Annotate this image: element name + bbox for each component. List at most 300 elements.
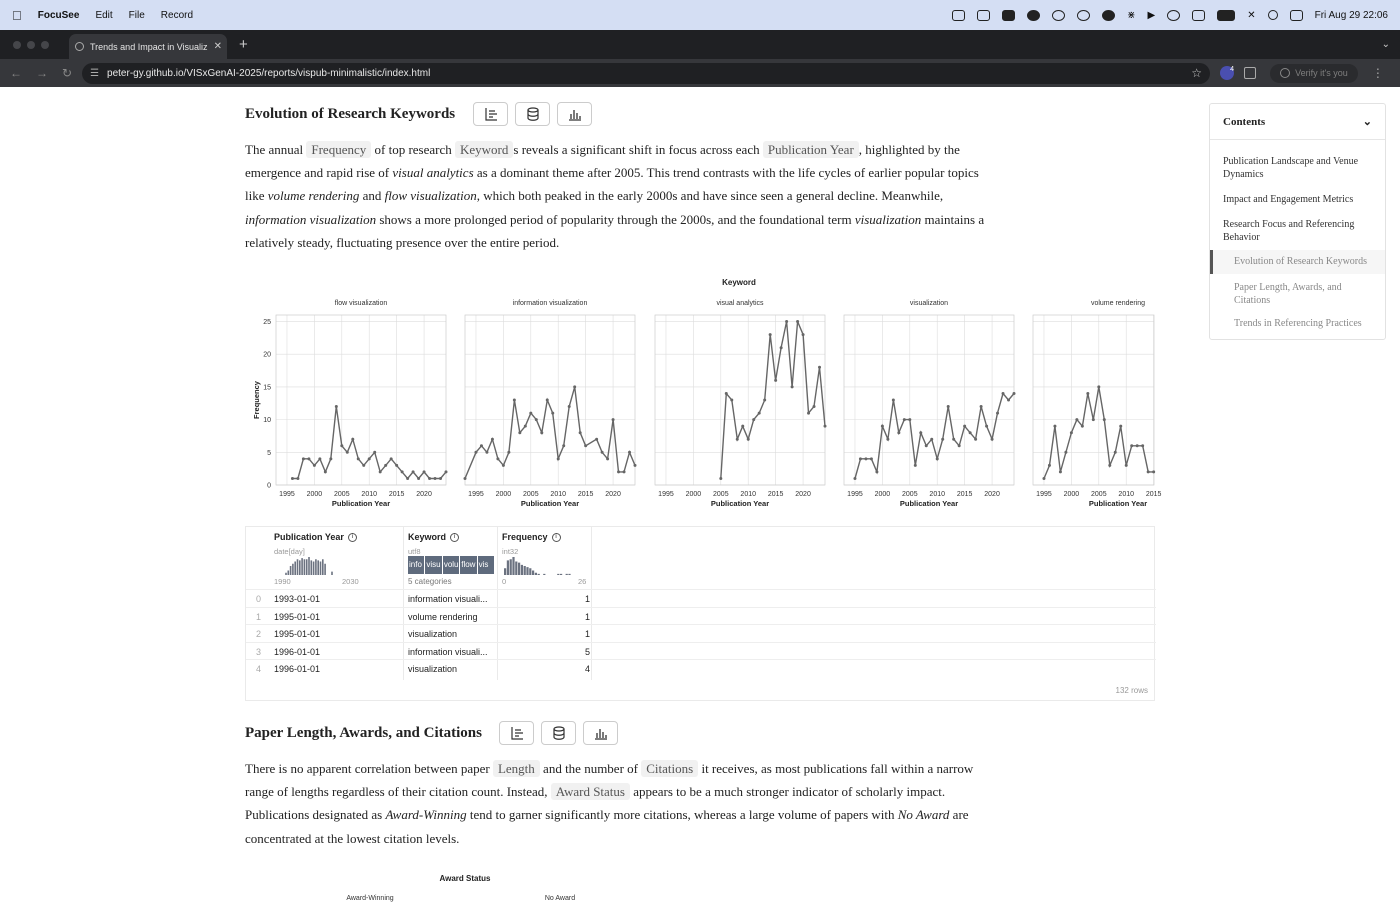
histogram-bar[interactable] bbox=[311, 560, 313, 575]
row-index: 2 bbox=[256, 629, 262, 639]
series-line bbox=[465, 387, 635, 479]
data-point bbox=[524, 425, 527, 428]
facet-award-winning: Award-Winning bbox=[346, 895, 394, 902]
data-point bbox=[1064, 451, 1067, 454]
category-chip[interactable]: vis bbox=[478, 556, 494, 574]
tab-title: Trends and Impact in Visualiz bbox=[90, 41, 208, 52]
histogram-bar[interactable] bbox=[518, 563, 520, 575]
histogram-bar[interactable] bbox=[507, 560, 509, 575]
histogram-bar[interactable] bbox=[299, 560, 301, 575]
data-point bbox=[774, 379, 777, 382]
data-point bbox=[318, 457, 321, 460]
field-chip: Keyword bbox=[455, 141, 513, 158]
data-point bbox=[362, 464, 365, 467]
histogram-bar[interactable] bbox=[288, 571, 290, 576]
x-axis-label: Publication Year bbox=[520, 499, 580, 508]
data-point bbox=[807, 412, 810, 415]
data-point bbox=[1136, 444, 1139, 447]
page-content bbox=[0, 87, 1400, 905]
x-tick-label: 2010 bbox=[929, 491, 946, 498]
data-point bbox=[634, 464, 637, 467]
table-row[interactable] bbox=[246, 589, 1156, 607]
view-chart-spec-button[interactable] bbox=[499, 721, 534, 745]
histogram-bar[interactable] bbox=[532, 571, 534, 576]
x-tick-label: 2000 bbox=[495, 491, 512, 498]
extension-badge-count: 4 bbox=[1230, 66, 1235, 73]
data-point bbox=[1097, 385, 1100, 388]
data-point bbox=[1081, 425, 1084, 428]
data-point bbox=[875, 470, 878, 473]
x-tick-label: 2005 bbox=[902, 491, 918, 498]
data-point bbox=[390, 457, 393, 460]
browser-tab-active[interactable] bbox=[69, 34, 227, 59]
histogram-bar[interactable] bbox=[306, 559, 308, 575]
data-point bbox=[1152, 470, 1155, 473]
histogram-bar[interactable] bbox=[320, 562, 322, 576]
x-tick-label: 2020 bbox=[605, 491, 621, 498]
category-chip[interactable]: visu bbox=[425, 556, 441, 574]
table-row[interactable] bbox=[246, 624, 1156, 642]
cell-frequency: 5 bbox=[584, 646, 590, 657]
data-point bbox=[507, 451, 510, 454]
cell-frequency: 1 bbox=[584, 594, 590, 604]
facet-frame bbox=[465, 315, 635, 485]
toc-item-paper-length[interactable]: Paper Length, Awards, and Citations bbox=[1234, 282, 1342, 306]
x-tick-label: 2020 bbox=[416, 491, 432, 498]
browser-tabbar bbox=[0, 30, 1400, 59]
data-point bbox=[346, 451, 349, 454]
toc-item-referencing[interactable]: Trends in Referencing Practices bbox=[1234, 318, 1362, 329]
data-point bbox=[513, 399, 516, 402]
address-bar[interactable] bbox=[82, 63, 1210, 84]
facet-title: flow visualization bbox=[334, 300, 388, 307]
x-tick-label: 2015 bbox=[767, 491, 784, 498]
y-tick-label: 15 bbox=[263, 384, 271, 392]
data-point bbox=[791, 385, 794, 388]
y-tick-label: 10 bbox=[263, 417, 271, 425]
paragraph-text: s reveals a significant shift in focus across each bbox=[513, 142, 763, 157]
list-tree-icon bbox=[484, 107, 498, 121]
data-point bbox=[617, 470, 620, 473]
col-header-frequency[interactable]: Frequency bbox=[502, 532, 548, 542]
histogram-bar[interactable] bbox=[566, 574, 568, 575]
histogram-bar[interactable] bbox=[331, 572, 333, 575]
data-point bbox=[958, 444, 961, 447]
data-point bbox=[480, 444, 483, 447]
data-point bbox=[1070, 431, 1073, 434]
data-point bbox=[936, 457, 939, 460]
control-center-icon[interactable] bbox=[1290, 10, 1303, 21]
data-point bbox=[991, 438, 994, 441]
data-point bbox=[496, 457, 499, 460]
data-point bbox=[1086, 392, 1089, 395]
frequency-histogram bbox=[504, 555, 584, 575]
data-point bbox=[595, 438, 598, 441]
data-point bbox=[474, 451, 477, 454]
histogram-bar[interactable] bbox=[510, 559, 512, 575]
x-tick-label: 2015 bbox=[1145, 491, 1162, 498]
col-header-keyword[interactable]: Keyword bbox=[408, 532, 447, 542]
data-point bbox=[485, 451, 488, 454]
view-chart-button[interactable] bbox=[557, 102, 592, 126]
category-chip[interactable]: info bbox=[408, 556, 424, 574]
bluetooth-icon[interactable]: ⋇ bbox=[1127, 9, 1136, 21]
data-point bbox=[974, 438, 977, 441]
emphasis-text: visualization bbox=[854, 211, 922, 227]
histogram-bar[interactable] bbox=[301, 558, 303, 575]
x-tick-label: 1995 bbox=[468, 491, 484, 498]
histogram-bar[interactable] bbox=[317, 560, 319, 575]
paragraph-text: as a dominant theme after 2005. This trend contrasts with the life cycles of earlier popular topics like bbox=[245, 165, 979, 204]
close-tab-icon[interactable]: ✕ bbox=[213, 41, 222, 52]
status-app-icon[interactable] bbox=[952, 10, 965, 21]
status-cloud-icon[interactable] bbox=[1027, 10, 1040, 21]
histogram-bar[interactable] bbox=[324, 564, 326, 575]
field-chip: Award Status bbox=[551, 783, 630, 800]
x-tick-label: 2015 bbox=[956, 491, 973, 498]
x-tick-label: 2005 bbox=[334, 491, 350, 498]
data-point bbox=[919, 431, 922, 434]
row-index: 0 bbox=[256, 594, 262, 604]
view-chart-spec-button[interactable] bbox=[473, 102, 508, 126]
data-point bbox=[1013, 392, 1016, 395]
maximize-window-button[interactable] bbox=[41, 41, 49, 49]
data-point bbox=[1125, 464, 1128, 467]
emphasis-text: flow visualization bbox=[384, 188, 477, 204]
paragraph-text: appears to be a much stronger indicator of scholarly impact. Publications designated as bbox=[245, 784, 946, 823]
histogram-bar[interactable] bbox=[557, 574, 559, 575]
col-type-year: date[day] bbox=[274, 547, 305, 556]
x-tick-label: 2000 bbox=[874, 491, 891, 498]
bar-chart-icon bbox=[594, 726, 608, 740]
data-point bbox=[1059, 470, 1062, 473]
cell-year: 1993-01-01 bbox=[274, 594, 321, 604]
x-tick-label: 1995 bbox=[279, 491, 295, 498]
y-tick-label: 5 bbox=[267, 449, 271, 457]
extensions-puzzle-icon[interactable] bbox=[1244, 67, 1256, 79]
facet-title: volume rendering bbox=[1090, 300, 1146, 307]
section-title-keywords: Evolution of Research Keywords bbox=[245, 106, 456, 122]
keyword-categories-summary: 5 categories bbox=[408, 577, 452, 586]
data-point bbox=[601, 451, 604, 454]
x-tick-label: 2005 bbox=[713, 491, 729, 498]
row-index: 3 bbox=[256, 646, 262, 657]
window-controls bbox=[0, 41, 49, 49]
cell-year: 1995-01-01 bbox=[274, 629, 321, 639]
screen-icon[interactable] bbox=[1192, 10, 1205, 21]
histogram-bar[interactable] bbox=[512, 557, 514, 575]
freq-range-max: 26 bbox=[578, 577, 587, 586]
paragraph-text: maintains a relatively steady, fluctuating presence over the entire period. bbox=[245, 211, 985, 250]
menubar-clock[interactable]: Fri Aug 29 22:06 bbox=[1314, 9, 1388, 21]
facet-panel bbox=[844, 300, 1016, 508]
data-point bbox=[963, 425, 966, 428]
y-tick-label: 25 bbox=[263, 319, 271, 327]
chevron-down-icon[interactable]: ⌄ bbox=[1362, 116, 1372, 128]
paragraph-text: of top research bbox=[371, 142, 455, 157]
view-data-button[interactable] bbox=[515, 102, 550, 126]
histogram-bar[interactable] bbox=[290, 566, 292, 575]
status-paw-icon[interactable] bbox=[1102, 10, 1115, 21]
tab-list-chevron-icon[interactable]: ⌄ bbox=[1381, 39, 1390, 50]
emphasis-text: visual analytics bbox=[392, 165, 474, 181]
database-icon bbox=[526, 107, 540, 121]
y-tick-label: 0 bbox=[267, 482, 271, 490]
macos-menubar bbox=[0, 0, 1400, 30]
facet-title: visualization bbox=[909, 300, 949, 307]
histogram-bar[interactable] bbox=[535, 573, 537, 575]
data-table bbox=[245, 526, 1155, 701]
profile-icon bbox=[1280, 68, 1290, 78]
x-tick-label: 2000 bbox=[685, 491, 702, 498]
paragraph-text: , which both peaked in the early 2000s and have since seen a general decline. Meanwhile, bbox=[476, 188, 944, 204]
extension-badge-icon[interactable] bbox=[1220, 66, 1234, 80]
data-point bbox=[908, 418, 911, 421]
apple-icon[interactable] bbox=[12, 8, 22, 23]
data-point bbox=[969, 431, 972, 434]
profile-verify-button[interactable] bbox=[1270, 64, 1358, 83]
data-point bbox=[357, 457, 360, 460]
status-window-icon[interactable] bbox=[1002, 10, 1015, 21]
close-window-button[interactable] bbox=[13, 41, 21, 49]
keyword-frequency-chart bbox=[0, 273, 1162, 513]
info-icon[interactable]: i bbox=[450, 533, 459, 542]
data-point bbox=[1147, 470, 1150, 473]
histogram-bar[interactable] bbox=[538, 574, 540, 575]
data-point bbox=[886, 438, 889, 441]
data-point bbox=[395, 464, 398, 467]
cell-year: 1996-01-01 bbox=[274, 646, 321, 657]
data-point bbox=[368, 457, 371, 460]
data-point bbox=[628, 451, 631, 454]
data-point bbox=[529, 412, 532, 415]
category-chip[interactable]: volu bbox=[443, 556, 459, 574]
cell-keyword: information visuali... bbox=[408, 594, 488, 604]
histogram-bar[interactable] bbox=[543, 574, 545, 575]
status-diamond-icon[interactable] bbox=[1077, 10, 1090, 21]
histogram-bar[interactable] bbox=[294, 562, 296, 576]
col-type-frequency: int32 bbox=[502, 547, 519, 556]
x-tick-label: 1995 bbox=[847, 491, 863, 498]
toc-header[interactable] bbox=[1210, 104, 1385, 140]
data-point bbox=[859, 457, 862, 460]
data-point bbox=[557, 457, 560, 460]
facet-title: information visualization bbox=[512, 300, 588, 307]
data-point bbox=[573, 385, 576, 388]
new-tab-button[interactable]: + bbox=[239, 36, 248, 53]
data-point bbox=[540, 431, 543, 434]
emphasis-text: volume rendering bbox=[267, 188, 360, 204]
info-icon[interactable]: i bbox=[552, 533, 561, 542]
data-point bbox=[551, 412, 554, 415]
field-chip: Citations bbox=[641, 760, 698, 777]
x-tick-label: 2020 bbox=[795, 491, 811, 498]
category-chip[interactable]: flow bbox=[460, 556, 476, 574]
info-icon[interactable]: i bbox=[348, 533, 357, 542]
globe-icon bbox=[75, 42, 84, 51]
menu-edit[interactable]: Edit bbox=[85, 9, 103, 21]
col-header-year[interactable]: Publication Year bbox=[274, 532, 344, 542]
data-point bbox=[417, 477, 420, 480]
paragraph-text: tend to garner significantly more citations, whereas a large volume of papers with bbox=[466, 807, 898, 823]
paragraph-text: it receives, as most publications fall within a narrow range of lengths regardless of their citation count. Instead, bbox=[245, 761, 974, 800]
data-point bbox=[439, 477, 442, 480]
data-point bbox=[941, 438, 944, 441]
data-point bbox=[518, 431, 521, 434]
data-point bbox=[1075, 418, 1078, 421]
database-icon bbox=[552, 726, 566, 740]
paragraph-text: The annual bbox=[245, 142, 307, 157]
x-tick-label: 1995 bbox=[1036, 491, 1052, 498]
x-axis-label: Publication Year bbox=[899, 499, 959, 508]
facet-no-award: No Award bbox=[544, 895, 576, 902]
histogram-bar[interactable] bbox=[504, 568, 506, 575]
histogram-bar[interactable] bbox=[560, 574, 562, 575]
cell-keyword: visualization bbox=[408, 629, 458, 639]
emphasis-text: Award-Winning bbox=[385, 807, 467, 823]
wifi-off-icon[interactable]: ✕ bbox=[1247, 9, 1256, 21]
back-icon[interactable]: ← bbox=[10, 66, 22, 80]
paragraph-text: There is no apparent correlation between paper bbox=[245, 761, 493, 776]
data-point bbox=[502, 464, 505, 467]
data-point bbox=[824, 425, 827, 428]
x-tick-label: 2010 bbox=[361, 491, 378, 498]
cell-frequency: 4 bbox=[584, 664, 590, 674]
histogram-bar[interactable] bbox=[568, 574, 570, 575]
facet-panel bbox=[263, 300, 447, 508]
data-point bbox=[351, 438, 354, 441]
browser-menu-icon[interactable]: ⋮ bbox=[1371, 66, 1384, 80]
data-point bbox=[752, 418, 755, 421]
row-index: 1 bbox=[256, 611, 262, 622]
histogram-bar[interactable] bbox=[304, 559, 306, 575]
menu-file[interactable]: File bbox=[118, 9, 136, 21]
reload-icon[interactable]: ↻ bbox=[62, 66, 73, 80]
award-chart-title: Award Status bbox=[439, 874, 491, 883]
histogram-bar[interactable] bbox=[292, 564, 294, 575]
col-type-keyword: utf8 bbox=[408, 547, 421, 556]
data-point bbox=[763, 399, 766, 402]
minimize-window-button[interactable] bbox=[27, 41, 35, 49]
x-tick-label: 2000 bbox=[306, 491, 323, 498]
histogram-bar[interactable] bbox=[515, 562, 517, 576]
forward-icon[interactable]: → bbox=[36, 66, 48, 80]
data-point bbox=[324, 470, 327, 473]
histogram-bar[interactable] bbox=[526, 567, 528, 575]
spotlight-search-icon[interactable] bbox=[1268, 10, 1278, 20]
table-row[interactable] bbox=[246, 607, 1156, 625]
histogram-bar[interactable] bbox=[285, 573, 287, 575]
histogram-bar[interactable] bbox=[322, 559, 324, 575]
year-range-min: 1990 bbox=[274, 577, 291, 586]
site-settings-icon[interactable]: ☰ bbox=[90, 67, 100, 79]
toc-item-research-focus[interactable]: Research Focus and Referencing Behavior bbox=[1223, 219, 1355, 243]
toc-item-impact[interactable]: Impact and Engagement Metrics bbox=[1223, 194, 1354, 205]
data-point bbox=[1130, 444, 1133, 447]
data-point bbox=[1092, 418, 1095, 421]
histogram-bar[interactable] bbox=[524, 566, 526, 575]
x-axis-label: Publication Year bbox=[331, 499, 391, 508]
paragraph-text: and the number of bbox=[539, 761, 642, 776]
toc-item-publication-landscape[interactable]: Publication Landscape and Venue Dynamics bbox=[1223, 156, 1359, 180]
data-point bbox=[719, 477, 722, 480]
data-point bbox=[947, 405, 950, 408]
facet-frame bbox=[276, 315, 446, 485]
data-point bbox=[864, 457, 867, 460]
data-point bbox=[423, 470, 426, 473]
menu-app-name[interactable]: FocuSee bbox=[28, 9, 70, 21]
toc-item-evolution-keywords[interactable]: Evolution of Research Keywords bbox=[1210, 250, 1385, 274]
table-row[interactable] bbox=[246, 659, 1156, 677]
histogram-bar[interactable] bbox=[308, 557, 310, 575]
data-point bbox=[373, 451, 376, 454]
year-range-max: 2030 bbox=[342, 577, 359, 586]
menu-record[interactable]: Record bbox=[151, 9, 184, 21]
facet-panel bbox=[464, 300, 637, 508]
data-point bbox=[1103, 418, 1106, 421]
histogram-bar[interactable] bbox=[315, 559, 317, 575]
facet-panel bbox=[655, 300, 827, 508]
histogram-bar[interactable] bbox=[313, 562, 315, 576]
status-image-icon[interactable] bbox=[977, 10, 990, 21]
facet-title: visual analytics bbox=[716, 300, 764, 307]
status-p-icon[interactable] bbox=[1052, 10, 1065, 21]
data-point bbox=[897, 431, 900, 434]
data-point bbox=[445, 470, 448, 473]
view-data-button[interactable] bbox=[541, 721, 576, 745]
cell-year: 1996-01-01 bbox=[274, 664, 321, 674]
data-point bbox=[780, 346, 783, 349]
data-point bbox=[1141, 444, 1144, 447]
x-tick-label: 2000 bbox=[1063, 491, 1080, 498]
data-point bbox=[930, 438, 933, 441]
freq-range-min: 0 bbox=[502, 577, 507, 586]
url-text[interactable]: peter-gy.github.io/VISxGenAI-2025/reports/vispub-minimalistic/index.html bbox=[107, 67, 431, 79]
battery-icon[interactable] bbox=[1217, 10, 1235, 21]
view-chart-button[interactable] bbox=[583, 721, 618, 745]
volume-icon[interactable]: ▶ bbox=[1147, 9, 1156, 21]
toc-title: Contents bbox=[1223, 115, 1266, 128]
cell-keyword: visualization bbox=[408, 664, 458, 674]
data-point bbox=[291, 477, 294, 480]
data-point bbox=[329, 457, 332, 460]
x-tick-label: 2010 bbox=[740, 491, 757, 498]
y-axis-label: Frequency bbox=[252, 381, 261, 419]
cell-keyword: information visuali... bbox=[408, 646, 488, 657]
clock-history-icon[interactable] bbox=[1167, 10, 1180, 21]
data-point bbox=[914, 464, 917, 467]
cell-frequency: 1 bbox=[584, 611, 590, 622]
histogram-bar[interactable] bbox=[521, 565, 523, 575]
data-point bbox=[853, 477, 856, 480]
table-row[interactable] bbox=[246, 642, 1156, 660]
data-point bbox=[985, 425, 988, 428]
keywords-paragraph bbox=[245, 138, 985, 254]
data-point bbox=[434, 477, 437, 480]
paragraph-text: , highlighted by the emergence and rapid rise of bbox=[245, 142, 960, 181]
histogram-bar[interactable] bbox=[297, 559, 299, 575]
data-point bbox=[1042, 477, 1045, 480]
section-title-awards: Paper Length, Awards, and Citations bbox=[245, 725, 482, 741]
data-point bbox=[785, 320, 788, 323]
bookmark-star-icon[interactable]: ☆ bbox=[1191, 66, 1203, 80]
data-point bbox=[1002, 392, 1005, 395]
data-point bbox=[747, 438, 750, 441]
data-point bbox=[881, 425, 884, 428]
histogram-bar[interactable] bbox=[529, 568, 531, 575]
data-point bbox=[1119, 425, 1122, 428]
data-point bbox=[813, 405, 816, 408]
